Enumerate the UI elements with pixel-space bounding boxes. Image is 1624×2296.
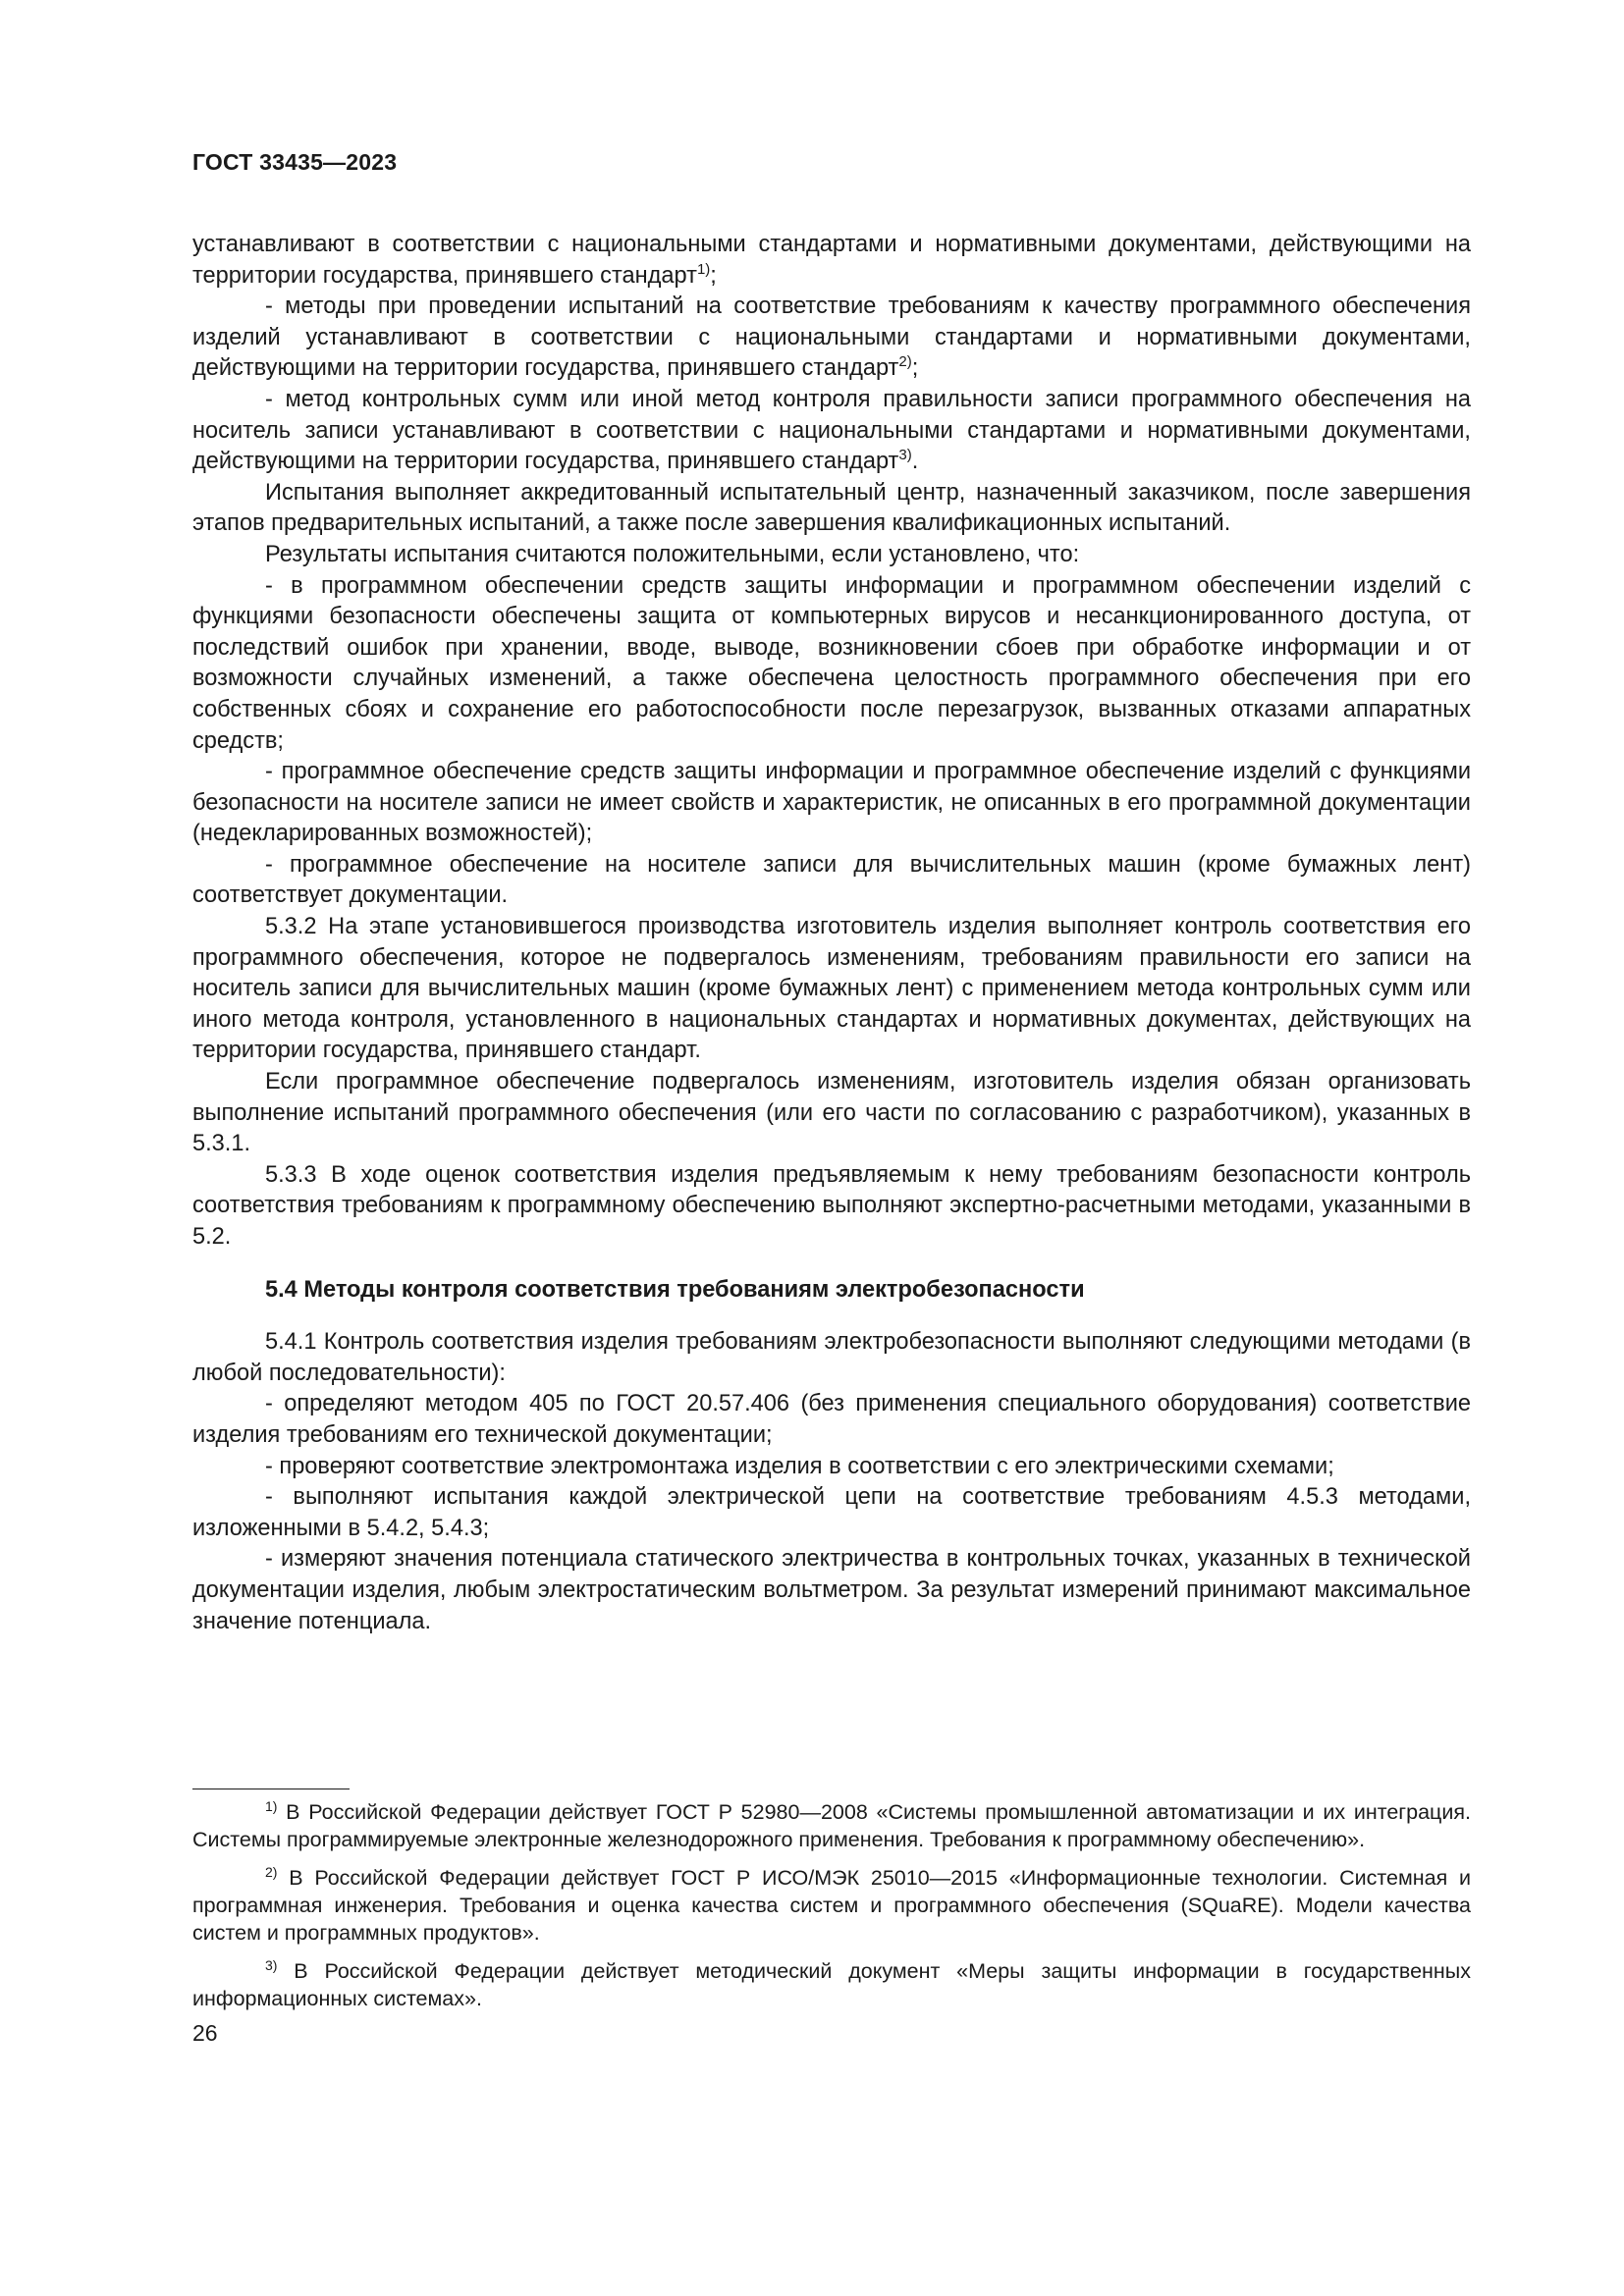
footnote-mark: 1) [265, 1798, 278, 1814]
document-header: ГОСТ 33435—2023 [192, 149, 398, 175]
paragraph: устанавливают в соответствии с национальными стандартами и нормативными документами, действующими на территории государства, принявшего стандарт$^{1)}$; [192, 232, 1471, 289]
paragraph: Результаты испытания считаются положительными, если установлено, что: [265, 541, 1080, 567]
footnote-mark: 3) [265, 1957, 278, 1973]
footnotes [192, 1798, 1471, 2023]
paragraph: Если программное обеспечение подвергалось изменениям, изготовитель изделия обязан организовать выполнение испытаний программного обеспечения (или его части по согласованию с разработчиком), указанных в 5.3.1. [192, 1069, 1471, 1157]
section-heading: 5.4 Методы контроля соответствия требованиям электробезопасности [265, 1276, 1085, 1303]
list-item: - выполняют испытания каждой электрической цепи на соответствие требованиям 4.5.3 методами, изложенными в 5.4.2, 5.4.3; [192, 1484, 1471, 1541]
list-item: - в программном обеспечении средств защиты информации и программном обеспечении изделий с функциями безопасности обеспечены защита от компьютерных вирусов и несанкционированного доступа, от последствий ошибок при хранении, вводе, выводе, возникновении сбоев при обработке информации и от возможности случайных изменений, а также обеспечена целостность программного обеспечения при его собственных сбоях и сохранение его работоспособности после перезагрузок, вызванных отказами аппаратных средств; [192, 572, 1471, 754]
list-item: - определяют методом 405 по ГОСТ 20.57.406 (без применения специального оборудования) соответствие изделия требованиям его технической документации; [192, 1391, 1471, 1448]
list-item: - метод контрольных сумм или иной метод контроля правильности записи программного обеспечения на носитель записи устанавливают в соответствии с национальными стандартами и нормативными документами, действующими на территории государства, принявшего стандарт$^{3)}$. [192, 386, 1471, 475]
footnote-mark: 2) [265, 1864, 278, 1880]
footnote-ref: 1) [696, 260, 711, 278]
list-item: - проверяют соответствие электромонтажа изделия в соответствии с его электрическими схемами; [265, 1453, 1334, 1479]
footnote: $^{2)}$ В Российской Федерации действует ГОСТ Р ИСО/МЭК 25010—2015 «Информационные технологии. Системная и программная инженерия. Требования и оценка качества систем и программного обеспечения (SQuaRE). Модели качества систем и программных продуктов». [192, 1864, 1471, 1945]
page-number: 26 [192, 2020, 218, 2046]
clause-5-4-1: 5.4.1 Контроль соответствия изделия требованиям электробезопасности выполняют следующими методами (в любой последовательности): [192, 1329, 1471, 1386]
footnote-ref: 3) [898, 447, 912, 464]
footnote-ref: 2) [898, 353, 912, 371]
paragraph: Испытания выполняет аккредитованный испытательный центр, назначенный заказчиком, после завершения этапов предварительных испытаний, а также после завершения квалификационных испытаний. [192, 479, 1471, 537]
main-body [192, 230, 1471, 1637]
footnote: $^{1)}$ В Российской Федерации действует ГОСТ Р 52980—2008 «Системы промышленной автоматизации и их интеграция. Системы программируемые электронные железнодорожного применения. Требования к программному обеспечению». [192, 1798, 1471, 1851]
list-item: - программное обеспечение на носителе записи для вычислительных машин (кроме бумажных лент) соответствует документации. [192, 851, 1471, 909]
footnote: $^{3)}$ В Российской Федерации действует методический документ «Меры защиты информации в государственных информационных системах». [192, 1957, 1471, 2010]
list-item: - измеряют значения потенциала статического электричества в контрольных точках, указанных в технической документации изделия, любым электростатическим вольтметром. За результат измерений принимают максимальное значение потенциала. [192, 1546, 1471, 1634]
clause-5-3-3: 5.3.3 В ходе оценок соответствия изделия предъявляемым к нему требованиям безопасности контроль соответствия требованиям к программному обеспечению выполняют экспертно-расчетными методами, указанными в 5.2. [192, 1161, 1471, 1250]
list-item: - программное обеспечение средств защиты информации и программное обеспечение изделий с функциями безопасности на носителе записи не имеет свойств и характеристик, не описанных в его программной документации (недекларированных возможностей); [192, 759, 1471, 847]
clause-5-3-2: 5.3.2 На этапе установившегося производства изготовитель изделия выполняет контроль соответствия его программного обеспечения, которое не подвергалось изменениям, требованиям правильности его записи на носитель записи для вычислительных машин (кроме бумажных лент) с применением метода контрольных сумм или иного метода контроля, установленного в национальных стандартах и нормативных документах, действующих на территории государства, принявшего стандарт. [192, 914, 1471, 1064]
list-item: - методы при проведении испытаний на соответствие требованиям к качеству программного обеспечения изделий устанавливают в соответствии с национальными стандартами и нормативными документами, действующими на территории государства, принявшего стандарт$^{2)}$; [192, 294, 1471, 382]
